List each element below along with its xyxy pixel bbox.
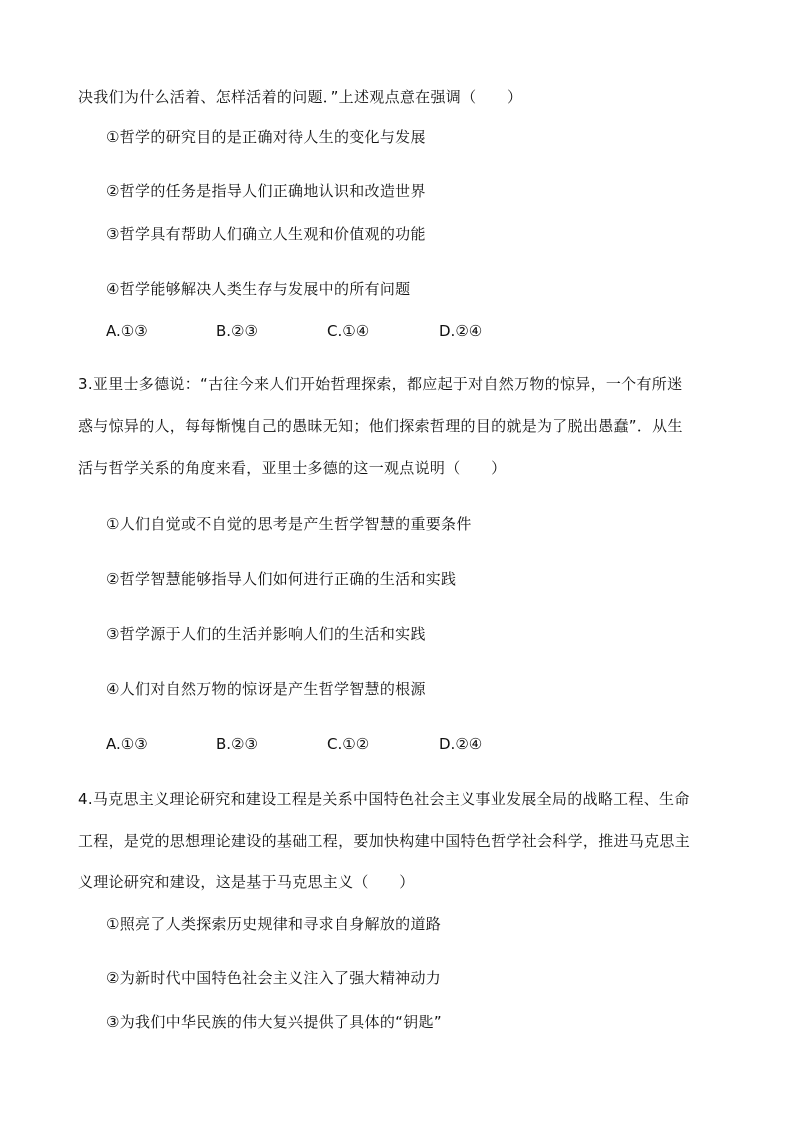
question-4-stem-line-1: 4.马克思主义理论研究和建设工程是关系中国特色社会主义事业发展全局的战略工程、生命 xyxy=(78,790,690,808)
question-3-choice-d: D.②④ xyxy=(439,735,483,753)
question-4-option-1: ①照亮了人类探索历史规律和寻求自身解放的道路 xyxy=(106,915,442,933)
question-3-option-4: ④人们对自然万物的惊讶是产生哲学智慧的根源 xyxy=(106,680,426,698)
question-2-choice-b: B.②③ xyxy=(216,322,258,340)
question-2-option-3: ③哲学具有帮助人们确立人生观和价值观的功能 xyxy=(106,225,426,243)
question-3-option-1: ①人们自觉或不自觉的思考是产生哲学智慧的重要条件 xyxy=(106,515,472,533)
question-3-choice-a: A.①③ xyxy=(106,735,148,753)
question-2-choice-c: C.①④ xyxy=(327,322,370,340)
question-3-choice-b: B.②③ xyxy=(216,735,258,753)
question-4-option-3: ③为我们中华民族的伟大复兴提供了具体的“钥匙” xyxy=(106,1013,442,1031)
question-3-stem-line-2: 惑与惊异的人，每每惭愧自己的愚昧无知；他们探索哲理的目的就是为了脱出愚蠢”．从生 xyxy=(78,417,683,435)
question-4-option-2: ②为新时代中国特色社会主义注入了强大精神动力 xyxy=(106,969,442,987)
question-2-option-1: ①哲学的研究目的是正确对待人生的变化与发展 xyxy=(106,128,426,146)
question-2-stem: 决我们为什么活着、怎样活着的问题．”上述观点意在强调（ ） xyxy=(78,88,523,106)
question-3-stem-line-3: 活与哲学关系的角度来看，亚里士多德的这一观点说明（ ） xyxy=(78,459,507,477)
question-3-stem-line-1: 3.亚里士多德说：“古往今来人们开始哲理探索，都应起于对自然万物的惊异，一个有所迷 xyxy=(78,375,683,393)
question-2-option-4: ④哲学能够解决人类生存与发展中的所有问题 xyxy=(106,280,411,298)
question-2-choice-a: A.①③ xyxy=(106,322,148,340)
question-3-option-3: ③哲学源于人们的生活并影响人们的生活和实践 xyxy=(106,625,426,643)
question-3-option-2: ②哲学智慧能够指导人们如何进行正确的生活和实践 xyxy=(106,570,457,588)
question-4-stem-line-2: 工程，是党的思想理论建设的基础工程，要加快构建中国特色哲学社会科学，推进马克思主 xyxy=(78,832,691,850)
question-2-choice-d: D.②④ xyxy=(439,322,483,340)
question-3-choice-c: C.①② xyxy=(327,735,370,753)
question-2-option-2: ②哲学的任务是指导人们正确地认识和改造世界 xyxy=(106,182,426,200)
question-4-stem-line-3: 义理论研究和建设，这是基于马克思主义（ ） xyxy=(78,873,415,891)
